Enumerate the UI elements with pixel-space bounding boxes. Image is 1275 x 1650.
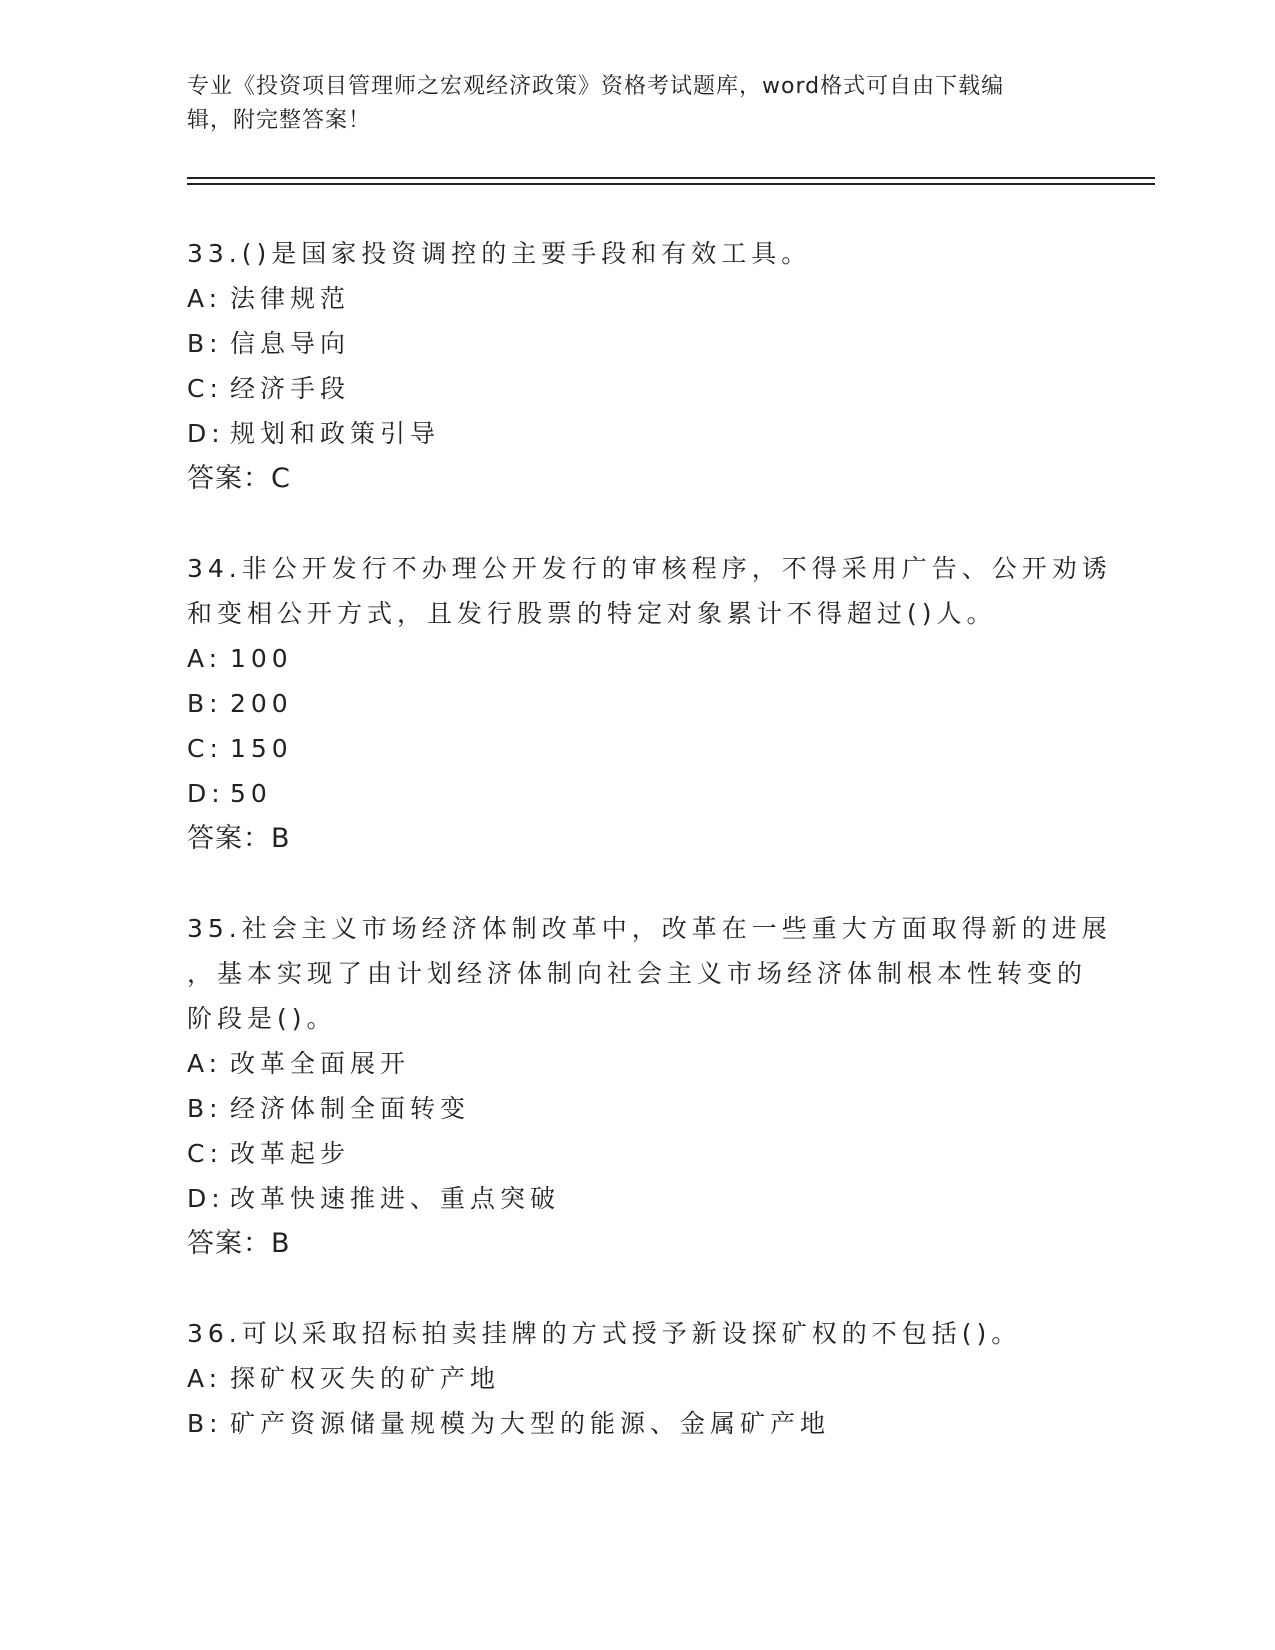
option-text: 矿产资源储量规模为大型的能源、金属矿产地 xyxy=(230,1409,831,1438)
option-text: 经济手段 xyxy=(230,374,351,403)
question-36-text: 36.可以采取招标拍卖挂牌的方式授予新设探矿权的不包括()。 xyxy=(187,1319,1022,1348)
question-35-option-a xyxy=(187,1047,410,1081)
question-33-option-b xyxy=(187,327,350,361)
question-36-option-b xyxy=(187,1407,830,1441)
question-34-option-b xyxy=(187,687,293,721)
option-letter: B: xyxy=(187,689,223,718)
question-34-text-line-1: 34.非公开发行不办理公开发行的审核程序，不得采用广告、公开劝诱 xyxy=(187,554,1112,583)
question-34-answer: 答案：B xyxy=(187,823,291,854)
option-letter: A: xyxy=(187,284,223,313)
question-33-option-a xyxy=(187,282,350,316)
option-letter: A: xyxy=(187,644,223,673)
option-text: 改革起步 xyxy=(230,1139,351,1168)
option-letter: C: xyxy=(187,734,223,763)
option-text: 信息导向 xyxy=(230,329,351,358)
question-35-answer: 答案：B xyxy=(187,1228,291,1259)
question-33-option-c xyxy=(187,372,350,406)
question-33-text: 33.()是国家投资调控的主要手段和有效工具。 xyxy=(187,239,812,268)
option-letter: B: xyxy=(187,329,223,358)
option-letter: A: xyxy=(187,1049,223,1078)
question-35-option-c xyxy=(187,1137,350,1171)
option-text: 法律规范 xyxy=(230,284,351,313)
question-35-option-d xyxy=(187,1182,560,1216)
option-text: 200 xyxy=(230,689,293,718)
question-35-text-line-3: 阶段是()。 xyxy=(187,1004,337,1033)
option-text: 经济体制全面转变 xyxy=(230,1094,471,1123)
option-letter: C: xyxy=(187,1139,223,1168)
option-letter: D: xyxy=(187,419,225,448)
question-34-text-line-2: 和变相公开方式，且发行股票的特定对象累计不得超过()人。 xyxy=(187,599,997,628)
document-header xyxy=(187,70,1067,138)
question-35-option-b xyxy=(187,1092,470,1126)
option-text: 150 xyxy=(230,734,293,763)
question-35-text-line-1: 35.社会主义市场经济体制改革中，改革在一些重大方面取得新的进展 xyxy=(187,914,1112,943)
option-text: 100 xyxy=(230,644,293,673)
header-line-2: 辑，附完整答案！ xyxy=(187,108,372,133)
option-letter: B: xyxy=(187,1094,223,1123)
question-34-option-c xyxy=(187,732,293,766)
question-33-option-d xyxy=(187,417,440,451)
question-33-answer: 答案：C xyxy=(187,463,291,494)
option-text: 50 xyxy=(230,779,272,808)
option-letter: B: xyxy=(187,1409,223,1438)
question-35-text-line-2: ，基本实现了由计划经济体制向社会主义市场经济体制根本性转变的 xyxy=(187,959,1088,988)
header-divider-top xyxy=(187,177,1155,179)
header-divider-bottom xyxy=(187,183,1155,185)
option-letter: C: xyxy=(187,374,223,403)
option-letter: A: xyxy=(187,1364,223,1393)
option-text: 探矿权灭失的矿产地 xyxy=(230,1364,501,1393)
option-text: 改革全面展开 xyxy=(230,1049,411,1078)
option-letter: D: xyxy=(187,1184,225,1213)
question-34-option-a xyxy=(187,642,293,676)
question-36-option-a xyxy=(187,1362,500,1396)
option-text: 规划和政策引导 xyxy=(230,419,441,448)
header-line-1: 专业《投资项目管理师之宏观经济政策》资格考试题库，word格式可自由下载编 xyxy=(187,74,1005,99)
option-text: 改革快速推进、重点突破 xyxy=(230,1184,561,1213)
question-34-option-d xyxy=(187,777,272,811)
option-letter: D: xyxy=(187,779,225,808)
